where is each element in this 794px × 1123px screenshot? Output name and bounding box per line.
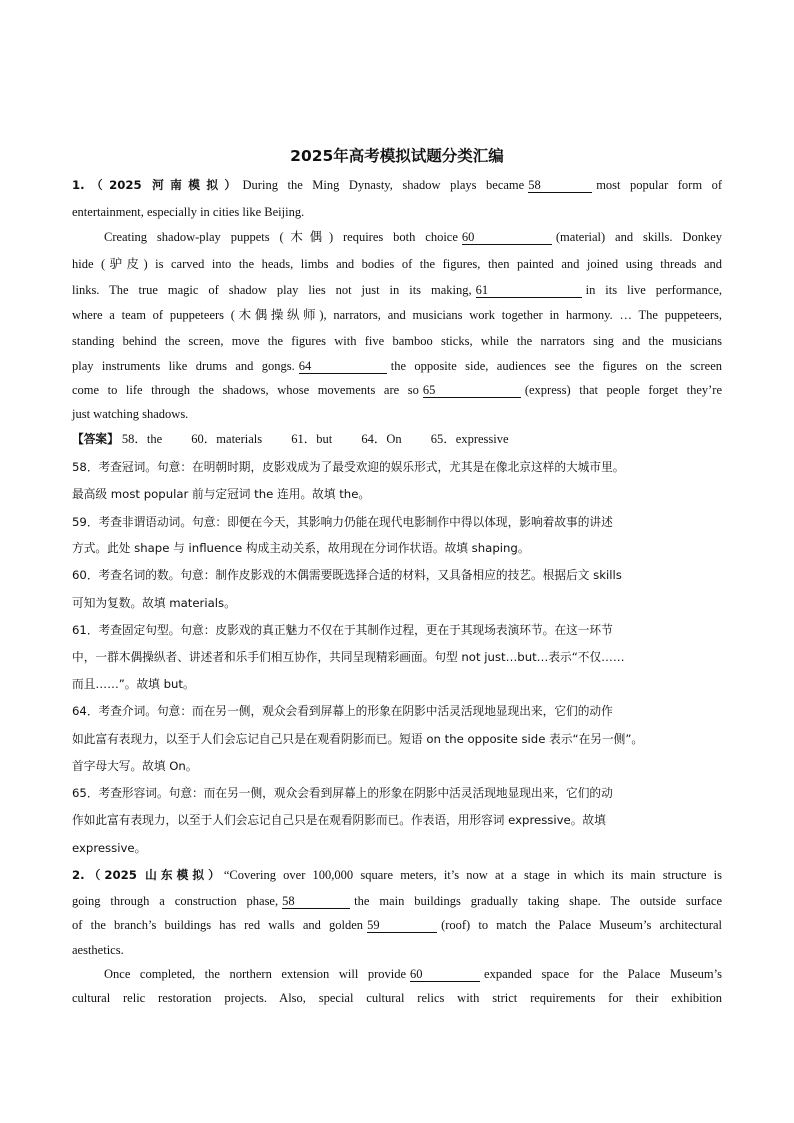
explanation-64-line-3: 首字母大写。故填 On。 bbox=[72, 759, 198, 773]
explanation-58-line-2: 最高级 most popular 前与定冠词 the 连用。故填 the。 bbox=[72, 487, 371, 501]
explanation-61-line-2: 中，一群木偶操纵者、讲述者和乐手们相互协作，共同呈现精彩画面。句型 not just…but…表示“不仅…… bbox=[72, 650, 625, 664]
answer-item: 60．materials bbox=[191, 432, 263, 446]
q1-line-10: just watching shadows. bbox=[72, 407, 189, 421]
explanation-64-line-1: 64．考查介词。句意：而在另一侧，观众会看到屏幕上的形象在阴影中活灵活现地显现出来，它们的动作 bbox=[72, 704, 613, 718]
q1-label: 1.（2025 河南模拟） bbox=[72, 178, 243, 192]
answer-item: 61．but bbox=[291, 432, 333, 446]
explanation-65-line-3: expressive。 bbox=[72, 841, 147, 855]
blank-60[interactable]: 60 bbox=[410, 968, 480, 982]
q1-line-6: where a team of puppeteers (木偶操纵师), narrators, and musicians work together in harmony. … The puppeteers, bbox=[72, 308, 722, 322]
blank-64[interactable]: 64 bbox=[299, 360, 387, 374]
explanation-59-line-1: 59．考查非谓语动词。句意：即便在今天，其影响力仍能在现代电影制作中得以体现，影响着故事的讲述 bbox=[72, 515, 613, 529]
explanation-65-line-1: 65．考查形容词。句意：而在另一侧，观众会看到屏幕上的形象在阴影中活灵活现地显现出来，它们的动 bbox=[72, 786, 613, 800]
q1-line-9: come to life through the shadows, whose movements are so 65 (express) that people forget they’re bbox=[72, 383, 723, 397]
answer-item: 58．the bbox=[121, 432, 163, 446]
answer-item: 64．On bbox=[361, 432, 402, 446]
q2-line-3: of the branch’s buildings has red walls and golden 59 (roof) to match the Palace Museum’s architectural bbox=[72, 918, 722, 932]
blank-58[interactable]: 58 bbox=[282, 895, 350, 909]
blank-65[interactable]: 65 bbox=[423, 384, 521, 398]
explanation-65-line-2: 作如此富有表现力，以至于人们会忘记自己只是在观看阴影而已。作表语，用形容词 expressive。故填 bbox=[72, 813, 606, 827]
blank-59[interactable]: 59 bbox=[367, 919, 437, 933]
q2-line-4: aesthetics. bbox=[72, 943, 124, 957]
blank-60[interactable]: 60 bbox=[462, 231, 552, 245]
explanation-59-line-2: 方式。此处 shape 与 influence 构成主动关系，故用现在分词作状语。故填 shaping。 bbox=[72, 541, 530, 555]
q1-line-4: hide (驴皮) is carved into the heads, limbs and bodies of the figures, then painted and joined using threads and bbox=[72, 257, 722, 271]
page-title: 2025年高考模拟试题分类汇编 bbox=[290, 147, 504, 165]
q1-line-5: links. The true magic of shadow play lies not just in its making, 61 in its live performance, bbox=[72, 283, 722, 297]
q1-line-1: 1.（2025 河南模拟）During the Ming Dynasty, shadow plays became 58 most popular form of bbox=[72, 178, 722, 192]
explanation-58-line-1: 58．考查冠词。句意：在明朝时期，皮影戏成为了最受欢迎的娱乐形式，尤其是在像北京这样的大城市里。 bbox=[72, 460, 625, 474]
q1-line-3: Creating shadow-play puppets (木偶) requires both choice 60 (material) and skills. Donkey bbox=[104, 230, 722, 244]
q1-line-8: play instruments like drums and gongs. 64 the opposite side, audiences see the figures on the screen bbox=[72, 359, 722, 373]
q2-line-1: 2.（2025 山东模拟）“Covering over 100,000 square meters, it’s now at a stage in which its main structure is bbox=[72, 868, 722, 882]
q2-line-2: going through a construction phase, 58 the main buildings gradually taking shape. The outside surface bbox=[72, 894, 722, 908]
q2-line-5: Once completed, the northern extension will provide 60 expanded space for the Palace Museum’s bbox=[104, 967, 722, 981]
explanation-61-line-3: 而且……”。故填 but。 bbox=[72, 677, 195, 691]
q2-line-6: cultural relic restoration projects. Also, special cultural relics with strict requirements for their exhibition bbox=[72, 991, 722, 1005]
answer-row bbox=[72, 431, 722, 447]
explanation-60-line-1: 60．考查名词的数。句意：制作皮影戏的木偶需要既选择合适的材料，又具备相应的技艺。根据后文 skills bbox=[72, 568, 622, 582]
answer-label: 【答案】 bbox=[72, 432, 119, 446]
explanation-60-line-2: 可知为复数。故填 materials。 bbox=[72, 596, 236, 610]
explanation-64-line-2: 如此富有表现力，以至于人们会忘记自己只是在观看阴影而已。短语 on the opposite side 表示“在另一侧”。 bbox=[72, 732, 644, 746]
explanation-61-line-1: 61．考查固定句型。句意：皮影戏的真正魅力不仅在于其制作过程，更在于其现场表演环节。在这一环节 bbox=[72, 623, 613, 637]
blank-61[interactable]: 61 bbox=[476, 284, 582, 298]
q1-line-7: standing behind the screen, move the figures with five bamboo sticks, while the narrators sing and the musicians bbox=[72, 334, 722, 348]
q2-label: 2.（2025 山东模拟） bbox=[72, 868, 224, 882]
blank-58[interactable]: 58 bbox=[528, 179, 592, 193]
answer-item: 65．expressive bbox=[430, 432, 509, 446]
q1-line-2: entertainment, especially in cities like Beijing. bbox=[72, 205, 305, 219]
